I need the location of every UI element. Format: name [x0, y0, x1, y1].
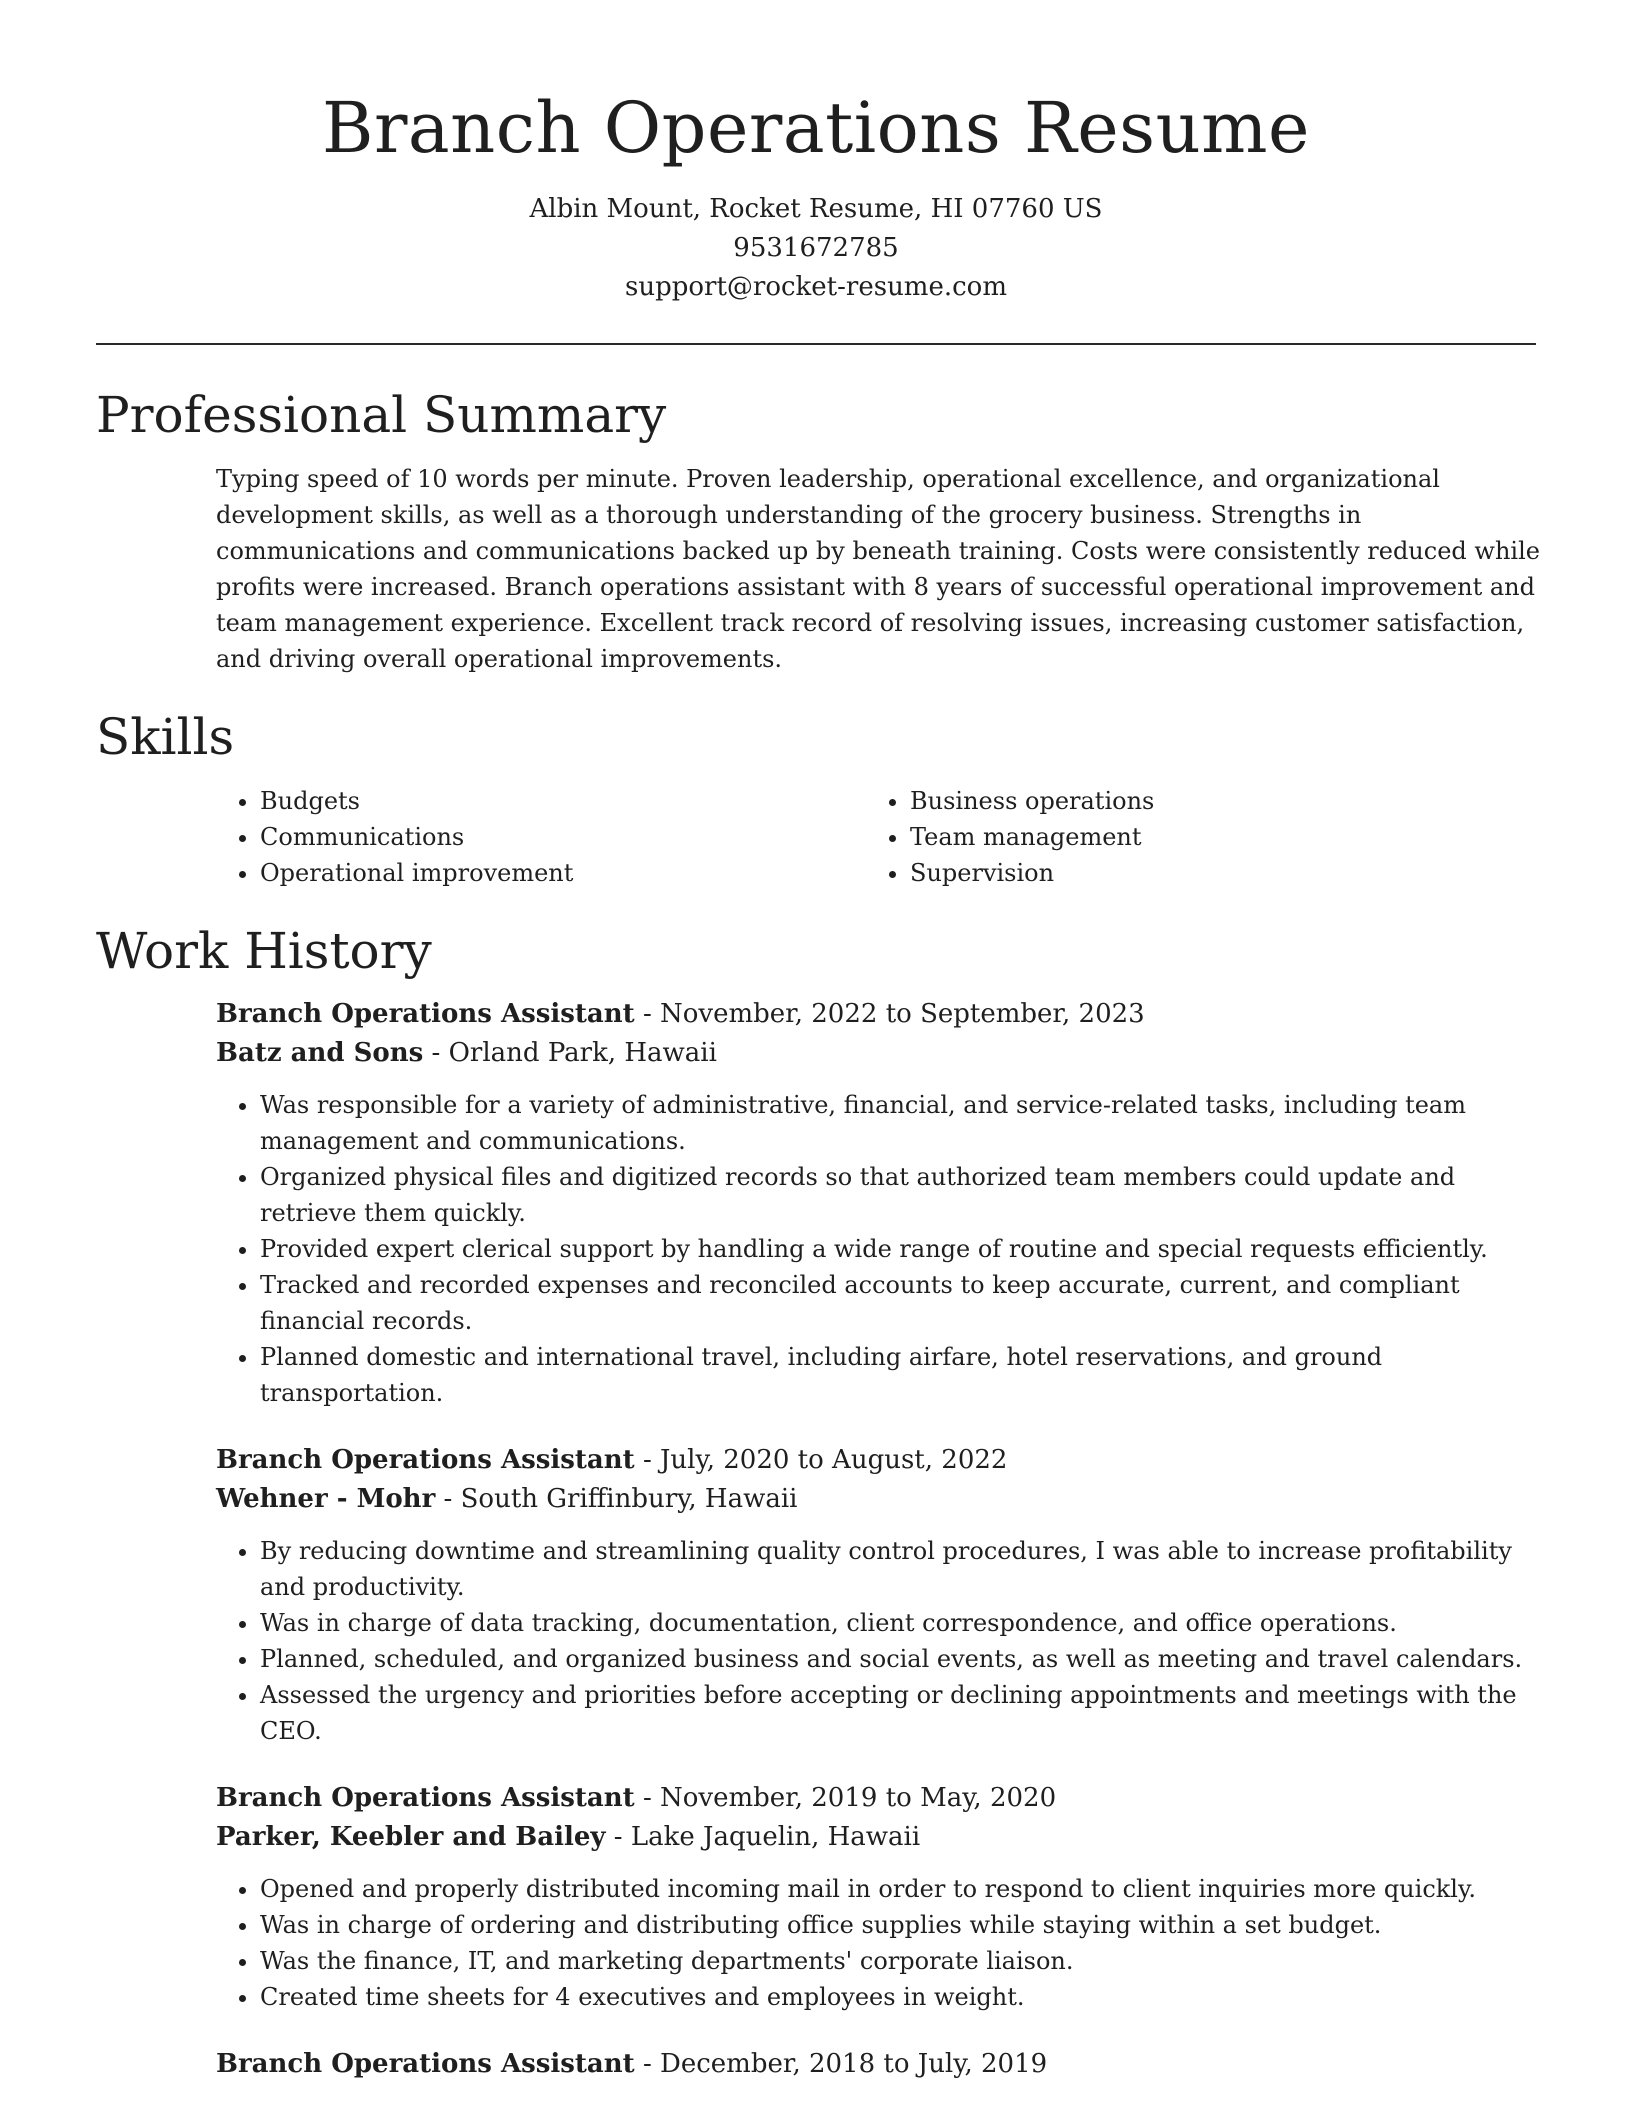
job-entry — [216, 1441, 1546, 1749]
job-title-line — [216, 1441, 1546, 1480]
contact-phone: 9531672785 — [733, 233, 899, 263]
job-entry — [216, 995, 1546, 1411]
job-dates: - November, 2019 to May, 2020 — [634, 1783, 1057, 1813]
job-entry — [216, 1779, 1546, 2015]
job-bullet: • Opened and properly distributed incoming mail in order to respond to client inquiries more quickly. — [260, 1871, 1546, 1907]
job-title: Branch Operations Assistant — [216, 1783, 635, 1813]
job-bullet: • Was the finance, IT, and marketing departments' corporate liaison. — [260, 1943, 1546, 1979]
work-history-heading: Work History — [96, 922, 432, 980]
job-location: - Lake Jaquelin, Hawaii — [605, 1822, 921, 1852]
job-bullets — [216, 1871, 1546, 2015]
job-title: Branch Operations Assistant — [216, 999, 635, 1029]
job-bullet: • Provided expert clerical support by handling a wide range of routine and special requests efficiently. — [260, 1231, 1546, 1267]
job-title: Branch Operations Assistant — [216, 1445, 635, 1475]
resume-title: Branch Operations Resume — [322, 87, 1310, 169]
contact-email: support@rocket-resume.com — [624, 272, 1007, 302]
job-bullet: • Organized physical files and digitized records so that authorized team members could update and retrieve them quickly. — [260, 1159, 1546, 1231]
contact-address: Albin Mount, Rocket Resume, HI 07760 US — [529, 194, 1103, 224]
resume-page — [96, 0, 1540, 2084]
skills-section — [96, 705, 1536, 891]
summary-text: Typing speed of 10 words per minute. Proven leadership, operational excellence, and organizational development skills, as well as a thorough understanding of the grocery business. Strengths in communications and communications backed up by beneath training. Costs were consistently reduced while profits were increased. Branch operations assistant with 8 years of successful operational improvement and team management experience. Excellent track record of resolving issues, increasing customer satisfaction, and driving overall operational improvements. — [216, 465, 1540, 673]
job-company: Wehner - Mohr — [216, 1484, 436, 1514]
job-dates: - July, 2020 to August, 2022 — [634, 1445, 1008, 1475]
job-company-line — [216, 1480, 1546, 1519]
skill-item: • Budgets — [260, 783, 866, 819]
job-title-line — [216, 2045, 1546, 2084]
job-bullet: • Planned, scheduled, and organized business and social events, as well as meeting and travel calendars. — [260, 1641, 1546, 1677]
job-dates: - November, 2022 to September, 2023 — [634, 999, 1145, 1029]
skills-grid — [216, 783, 1536, 891]
header-divider — [96, 343, 1536, 345]
job-bullet: • Tracked and recorded expenses and reconciled accounts to keep accurate, current, and compliant financial records. — [260, 1267, 1546, 1339]
job-company-line — [216, 1034, 1546, 1073]
job-bullets — [216, 1533, 1546, 1749]
skills-list-right — [866, 783, 1516, 891]
job-location: - South Griffinbury, Hawaii — [435, 1484, 798, 1514]
job-entry — [216, 2045, 1546, 2084]
job-company: Parker, Keebler and Bailey — [216, 1822, 606, 1852]
skill-item: • Supervision — [910, 855, 1516, 891]
work-history-section — [96, 919, 1536, 2084]
job-title-line — [216, 995, 1546, 1034]
job-company: Batz and Sons — [216, 1038, 424, 1068]
skills-list-left — [216, 783, 866, 891]
resume-header — [96, 0, 1536, 307]
job-bullet: • Was responsible for a variety of administrative, financial, and service-related tasks, including team management and communications. — [260, 1087, 1546, 1159]
job-bullet: • Was in charge of ordering and distributing office supplies while staying within a set budget. — [260, 1907, 1546, 1943]
job-company-line — [216, 1818, 1546, 1857]
skill-item: • Business operations — [910, 783, 1516, 819]
job-bullet: • By reducing downtime and streamlining quality control procedures, I was able to increase profitability and productivity. — [260, 1533, 1546, 1605]
contact-block — [96, 190, 1536, 307]
skills-heading: Skills — [96, 708, 235, 766]
job-bullet: • Assessed the urgency and priorities before accepting or declining appointments and meetings with the CEO. — [260, 1677, 1546, 1749]
job-bullets — [216, 1087, 1546, 1411]
skill-item: • Communications — [260, 819, 866, 855]
job-location: - Orland Park, Hawaii — [423, 1038, 717, 1068]
job-bullet: • Was in charge of data tracking, documentation, client correspondence, and office operations. — [260, 1605, 1546, 1641]
job-bullet: • Created time sheets for 4 executives and employees in weight. — [260, 1979, 1546, 2015]
job-bullet: • Planned domestic and international travel, including airfare, hotel reservations, and ground transportation. — [260, 1339, 1546, 1411]
job-dates: - December, 2018 to July, 2019 — [634, 2049, 1048, 2079]
summary-section — [96, 383, 1540, 677]
job-title-line — [216, 1779, 1546, 1818]
summary-heading: Professional Summary — [96, 386, 667, 444]
job-title: Branch Operations Assistant — [216, 2049, 635, 2079]
skill-item: • Operational improvement — [260, 855, 866, 891]
skill-item: • Team management — [910, 819, 1516, 855]
